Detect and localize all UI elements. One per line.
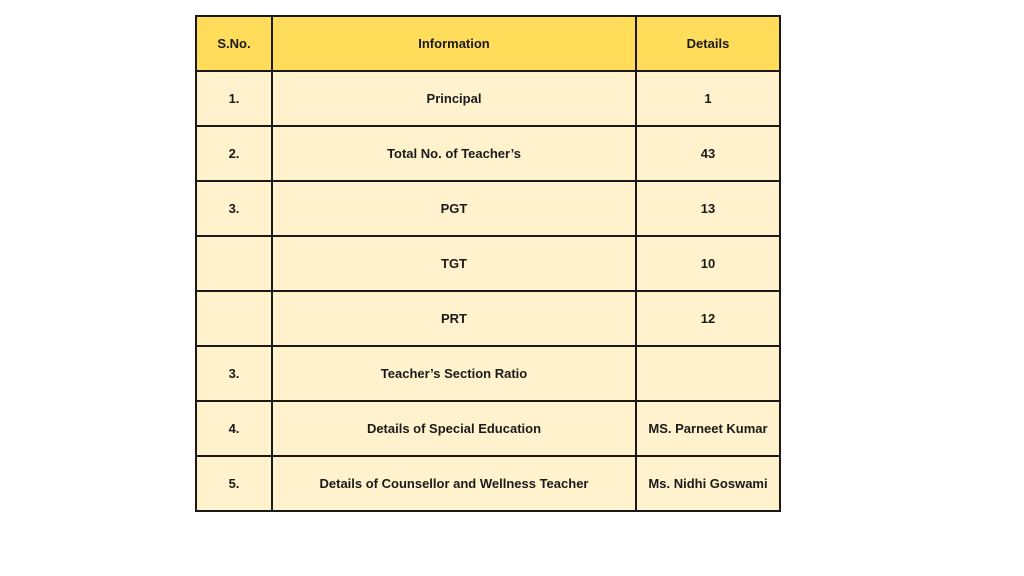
cell-information: TGT bbox=[272, 236, 636, 291]
table-row bbox=[196, 456, 780, 511]
table-row bbox=[196, 71, 780, 126]
header-information: Information bbox=[272, 16, 636, 71]
cell-information: Teacher’s Section Ratio bbox=[272, 346, 636, 401]
header-serial-number: S.No. bbox=[196, 16, 272, 71]
cell-details: 10 bbox=[636, 236, 780, 291]
cell-serial-number: 1. bbox=[196, 71, 272, 126]
cell-serial-number: 5. bbox=[196, 456, 272, 511]
cell-serial-number bbox=[196, 291, 272, 346]
cell-information: Principal bbox=[272, 71, 636, 126]
cell-serial-number bbox=[196, 236, 272, 291]
table-row bbox=[196, 126, 780, 181]
cell-serial-number: 3. bbox=[196, 346, 272, 401]
cell-information: Details of Special Education bbox=[272, 401, 636, 456]
cell-details: 1 bbox=[636, 71, 780, 126]
table-row bbox=[196, 236, 780, 291]
cell-serial-number: 2. bbox=[196, 126, 272, 181]
cell-information: Total No. of Teacher’s bbox=[272, 126, 636, 181]
staff-information-table bbox=[195, 15, 781, 512]
cell-information: PRT bbox=[272, 291, 636, 346]
table-row bbox=[196, 181, 780, 236]
cell-serial-number: 3. bbox=[196, 181, 272, 236]
table-row bbox=[196, 401, 780, 456]
cell-information: Details of Counsellor and Wellness Teacher bbox=[272, 456, 636, 511]
cell-details bbox=[636, 346, 780, 401]
cell-details: MS. Parneet Kumar bbox=[636, 401, 780, 456]
cell-information: PGT bbox=[272, 181, 636, 236]
table-row bbox=[196, 346, 780, 401]
header-details: Details bbox=[636, 16, 780, 71]
table-header-row bbox=[196, 16, 780, 71]
cell-details: Ms. Nidhi Goswami bbox=[636, 456, 780, 511]
cell-serial-number: 4. bbox=[196, 401, 272, 456]
cell-details: 12 bbox=[636, 291, 780, 346]
cell-details: 13 bbox=[636, 181, 780, 236]
table-row bbox=[196, 291, 780, 346]
cell-details: 43 bbox=[636, 126, 780, 181]
